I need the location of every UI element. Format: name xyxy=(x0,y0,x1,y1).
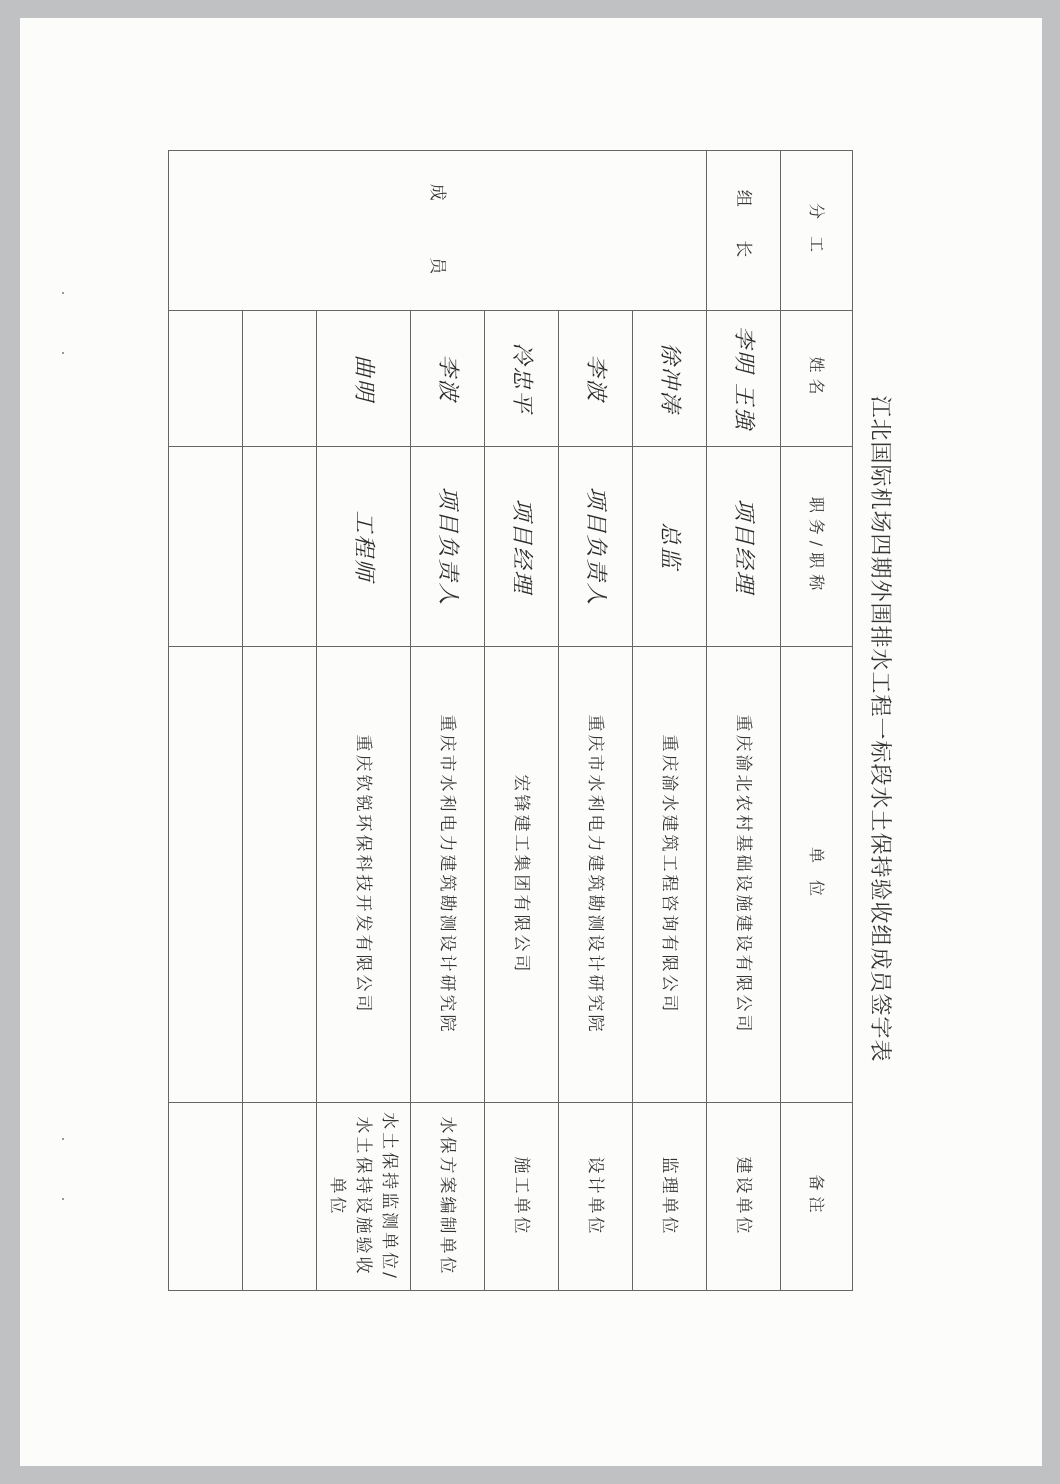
table-row xyxy=(707,151,781,1291)
remark-cell: 监理单位 xyxy=(633,1103,707,1291)
remark-cell: 水土保持监测单位/水土保持设施验收单位 xyxy=(317,1103,411,1291)
name-signature: 李明 王強 xyxy=(707,311,781,447)
rotated-form xyxy=(192,146,904,1312)
position-handwritten: 项目经理 xyxy=(707,447,781,647)
remark-cell: 建设单位 xyxy=(707,1103,781,1291)
table-row xyxy=(169,151,243,1291)
role-member-char: 员 xyxy=(427,257,448,278)
header-position: 职务/职称 xyxy=(781,447,853,647)
name-signature: 徐冲涛 xyxy=(633,311,707,447)
unit-cell: 重庆钦锐环保科技开发有限公司 xyxy=(317,647,411,1103)
table-row xyxy=(485,151,559,1291)
unit-cell: 重庆渝水建筑工程咨询有限公司 xyxy=(633,647,707,1103)
remark-cell xyxy=(243,1103,317,1291)
form-title: 江北国际机场四期外围排水工程一标段水土保持验收组成员签字表 xyxy=(867,395,892,1063)
position-handwritten: 总监 xyxy=(633,447,707,647)
unit-cell xyxy=(169,647,243,1103)
header-unit: 单 位 xyxy=(781,647,853,1103)
name-signature xyxy=(243,311,317,447)
role-member-char: 成 xyxy=(427,183,448,204)
scan-speck xyxy=(62,292,64,294)
scan-speck xyxy=(62,1138,64,1140)
unit-cell xyxy=(243,647,317,1103)
unit-cell: 宏锋建工集团有限公司 xyxy=(485,647,559,1103)
position-handwritten: 项目负责人 xyxy=(559,447,633,647)
header-remark: 备注 xyxy=(781,1103,853,1291)
position-handwritten: 项目负责人 xyxy=(411,447,485,647)
position-handwritten: 工程师 xyxy=(317,447,411,647)
position-handwritten: 项目经理 xyxy=(485,447,559,647)
scan-speck xyxy=(62,1198,64,1200)
name-signature: 李波 xyxy=(411,311,485,447)
table-row xyxy=(317,151,411,1291)
unit-cell: 重庆市水利电力建筑勘测设计研究院 xyxy=(559,647,633,1103)
unit-cell: 重庆渝北农村基础设施建设有限公司 xyxy=(707,647,781,1103)
role-leader: 组 长 xyxy=(707,151,781,311)
unit-cell: 重庆市水利电力建筑勘测设计研究院 xyxy=(411,647,485,1103)
remark-cell: 水保方案编制单位 xyxy=(411,1103,485,1291)
name-signature: 李波 xyxy=(559,311,633,447)
table-row xyxy=(559,151,633,1291)
table-row xyxy=(633,151,707,1291)
table-row xyxy=(243,151,317,1291)
name-signature: 曲明 xyxy=(317,311,411,447)
name-signature: 冷忠平 xyxy=(485,311,559,447)
signature-table xyxy=(168,150,853,1291)
role-member-cell xyxy=(169,151,707,311)
remark-cell xyxy=(169,1103,243,1291)
position-handwritten xyxy=(243,447,317,647)
name-signature xyxy=(169,311,243,447)
remark-cell: 施工单位 xyxy=(485,1103,559,1291)
header-row xyxy=(781,151,853,1291)
table-row xyxy=(411,151,485,1291)
header-name: 姓名 xyxy=(781,311,853,447)
scan-speck xyxy=(62,352,64,354)
header-role: 分 工 xyxy=(781,151,853,311)
remark-cell: 设计单位 xyxy=(559,1103,633,1291)
position-handwritten xyxy=(169,447,243,647)
